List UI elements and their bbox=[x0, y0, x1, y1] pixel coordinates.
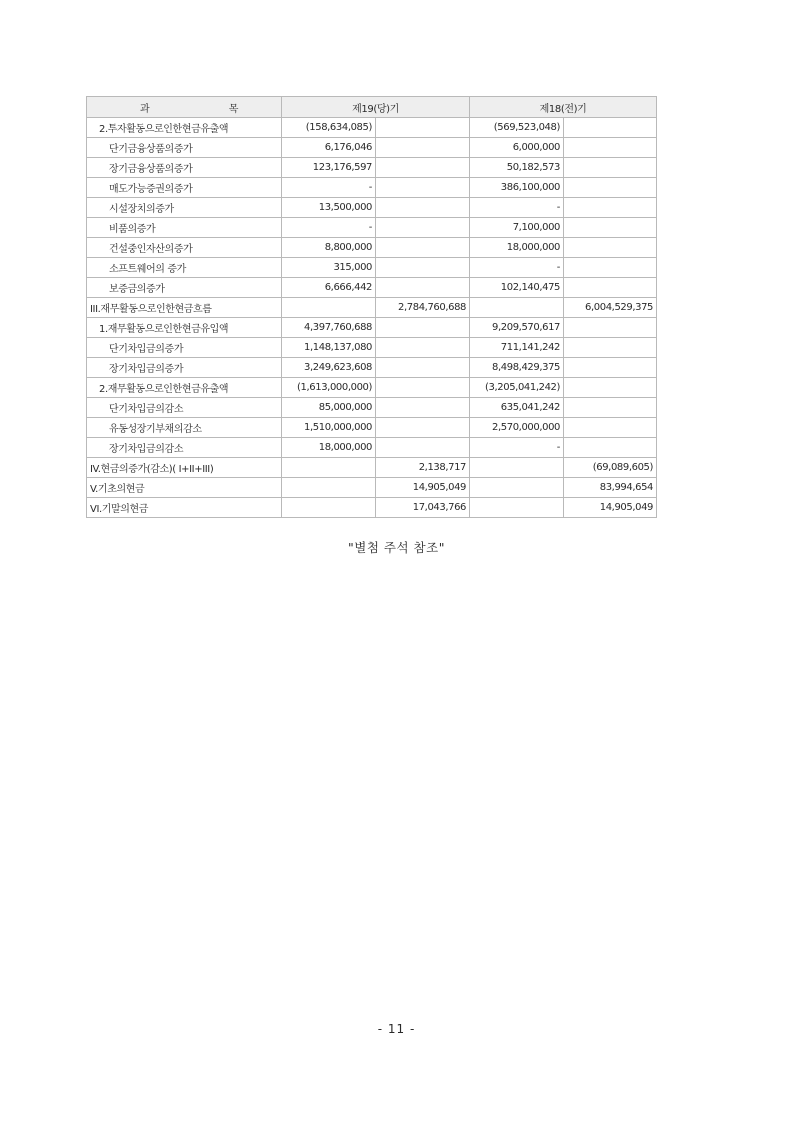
amount-cell-c2 bbox=[376, 338, 470, 358]
row-label: 건설중인자산의증가 bbox=[87, 238, 282, 258]
amount-cell-c2 bbox=[376, 418, 470, 438]
amount-cell-c4: (69,089,605) bbox=[564, 458, 657, 478]
amount-cell-c4: 14,905,049 bbox=[564, 498, 657, 518]
amount-cell-c1: 85,000,000 bbox=[282, 398, 376, 418]
amount-cell-c4 bbox=[564, 278, 657, 298]
table-row bbox=[87, 198, 657, 218]
row-label: 유동성장기부채의감소 bbox=[87, 418, 282, 438]
table-row bbox=[87, 478, 657, 498]
table-row bbox=[87, 398, 657, 418]
row-label: III.재무활동으로인한현금흐름 bbox=[87, 298, 282, 318]
amount-cell-c3: 18,000,000 bbox=[470, 238, 564, 258]
amount-cell-c2: 17,043,766 bbox=[376, 498, 470, 518]
table-row bbox=[87, 458, 657, 478]
row-label: 2.재무활동으로인한현금유출액 bbox=[87, 378, 282, 398]
row-label: 1.재무활동으로인한현금유입액 bbox=[87, 318, 282, 338]
row-label: IV.현금의증가(감소)( I+II+III) bbox=[87, 458, 282, 478]
amount-cell-c4 bbox=[564, 398, 657, 418]
amount-cell-c4: 6,004,529,375 bbox=[564, 298, 657, 318]
amount-cell-c1: 8,800,000 bbox=[282, 238, 376, 258]
amount-cell-c3: 635,041,242 bbox=[470, 398, 564, 418]
amount-cell-c4 bbox=[564, 238, 657, 258]
header-prior-period: 제18(전)기 bbox=[470, 97, 657, 118]
row-label: 비품의증가 bbox=[87, 218, 282, 238]
amount-cell-c2 bbox=[376, 178, 470, 198]
amount-cell-c4 bbox=[564, 178, 657, 198]
amount-cell-c3: 9,209,570,617 bbox=[470, 318, 564, 338]
amount-cell-c1: 18,000,000 bbox=[282, 438, 376, 458]
header-current-period: 제19(당)기 bbox=[282, 97, 470, 118]
amount-cell-c1: 315,000 bbox=[282, 258, 376, 278]
amount-cell-c1: 4,397,760,688 bbox=[282, 318, 376, 338]
amount-cell-c3: 6,000,000 bbox=[470, 138, 564, 158]
amount-cell-c1: - bbox=[282, 218, 376, 238]
amount-cell-c4 bbox=[564, 258, 657, 278]
amount-cell-c4 bbox=[564, 338, 657, 358]
table-row bbox=[87, 118, 657, 138]
table-row bbox=[87, 498, 657, 518]
amount-cell-c3: 2,570,000,000 bbox=[470, 418, 564, 438]
amount-cell-c4 bbox=[564, 158, 657, 178]
header-item-left: 과 bbox=[140, 103, 150, 115]
table-row bbox=[87, 378, 657, 398]
amount-cell-c1: 3,249,623,608 bbox=[282, 358, 376, 378]
amount-cell-c4 bbox=[564, 138, 657, 158]
row-label: 시설장치의증가 bbox=[87, 198, 282, 218]
amount-cell-c3 bbox=[470, 298, 564, 318]
amount-cell-c3 bbox=[470, 458, 564, 478]
page-number: - 11 - bbox=[377, 1022, 416, 1036]
table-row bbox=[87, 218, 657, 238]
table-header-row bbox=[87, 97, 657, 118]
row-label: 장기차입금의감소 bbox=[87, 438, 282, 458]
amount-cell-c4 bbox=[564, 358, 657, 378]
row-label: 장기차입금의증가 bbox=[87, 358, 282, 378]
row-label: 장기금융상품의증가 bbox=[87, 158, 282, 178]
amount-cell-c3: (3,205,041,242) bbox=[470, 378, 564, 398]
row-label: 소프트웨어의 증가 bbox=[87, 258, 282, 278]
amount-cell-c3: 7,100,000 bbox=[470, 218, 564, 238]
amount-cell-c2 bbox=[376, 138, 470, 158]
table-row bbox=[87, 338, 657, 358]
amount-cell-c1 bbox=[282, 498, 376, 518]
amount-cell-c2 bbox=[376, 118, 470, 138]
amount-cell-c2 bbox=[376, 358, 470, 378]
amount-cell-c1: (158,634,085) bbox=[282, 118, 376, 138]
cash-flow-table bbox=[86, 96, 657, 518]
amount-cell-c2 bbox=[376, 278, 470, 298]
table-row bbox=[87, 178, 657, 198]
amount-cell-c1: 6,176,046 bbox=[282, 138, 376, 158]
amount-cell-c3: - bbox=[470, 438, 564, 458]
table-row bbox=[87, 258, 657, 278]
amount-cell-c4: 83,994,654 bbox=[564, 478, 657, 498]
table-row bbox=[87, 158, 657, 178]
amount-cell-c1 bbox=[282, 458, 376, 478]
amount-cell-c3: - bbox=[470, 198, 564, 218]
amount-cell-c4 bbox=[564, 318, 657, 338]
amount-cell-c2 bbox=[376, 438, 470, 458]
amount-cell-c1: 1,148,137,080 bbox=[282, 338, 376, 358]
amount-cell-c2 bbox=[376, 238, 470, 258]
amount-cell-c3: - bbox=[470, 258, 564, 278]
row-label: VI.기말의현금 bbox=[87, 498, 282, 518]
amount-cell-c4 bbox=[564, 378, 657, 398]
table-row bbox=[87, 318, 657, 338]
amount-cell-c3: 8,498,429,375 bbox=[470, 358, 564, 378]
amount-cell-c1 bbox=[282, 478, 376, 498]
header-item-right: 목 bbox=[228, 103, 238, 115]
row-label: 단기금융상품의증가 bbox=[87, 138, 282, 158]
amount-cell-c2: 14,905,049 bbox=[376, 478, 470, 498]
amount-cell-c2 bbox=[376, 318, 470, 338]
amount-cell-c3: 386,100,000 bbox=[470, 178, 564, 198]
amount-cell-c3: 102,140,475 bbox=[470, 278, 564, 298]
amount-cell-c2: 2,784,760,688 bbox=[376, 298, 470, 318]
amount-cell-c4 bbox=[564, 198, 657, 218]
table-row bbox=[87, 418, 657, 438]
table-row bbox=[87, 138, 657, 158]
table-row bbox=[87, 358, 657, 378]
row-label: 매도가능증권의증가 bbox=[87, 178, 282, 198]
amount-cell-c4 bbox=[564, 418, 657, 438]
amount-cell-c1 bbox=[282, 298, 376, 318]
table-row bbox=[87, 438, 657, 458]
table-body bbox=[87, 118, 657, 518]
amount-cell-c3: 711,141,242 bbox=[470, 338, 564, 358]
amount-cell-c2 bbox=[376, 198, 470, 218]
amount-cell-c2 bbox=[376, 158, 470, 178]
amount-cell-c1: - bbox=[282, 178, 376, 198]
amount-cell-c3: (569,523,048) bbox=[470, 118, 564, 138]
footnote-reference: "별첨 주석 참조" bbox=[348, 540, 445, 555]
header-item bbox=[87, 97, 282, 118]
amount-cell-c3 bbox=[470, 498, 564, 518]
amount-cell-c1: 13,500,000 bbox=[282, 198, 376, 218]
amount-cell-c2 bbox=[376, 378, 470, 398]
amount-cell-c2: 2,138,717 bbox=[376, 458, 470, 478]
amount-cell-c4 bbox=[564, 438, 657, 458]
table-row bbox=[87, 238, 657, 258]
amount-cell-c2 bbox=[376, 258, 470, 278]
cash-flow-table-section bbox=[86, 96, 656, 518]
table-row bbox=[87, 298, 657, 318]
amount-cell-c1: 123,176,597 bbox=[282, 158, 376, 178]
row-label: 단기차입금의감소 bbox=[87, 398, 282, 418]
amount-cell-c4 bbox=[564, 118, 657, 138]
amount-cell-c3 bbox=[470, 478, 564, 498]
amount-cell-c2 bbox=[376, 218, 470, 238]
row-label: V.기초의현금 bbox=[87, 478, 282, 498]
amount-cell-c3: 50,182,573 bbox=[470, 158, 564, 178]
amount-cell-c1: (1,613,000,000) bbox=[282, 378, 376, 398]
amount-cell-c1: 6,666,442 bbox=[282, 278, 376, 298]
row-label: 단기차입금의증가 bbox=[87, 338, 282, 358]
amount-cell-c4 bbox=[564, 218, 657, 238]
row-label: 2.투자활동으로인한현금유출액 bbox=[87, 118, 282, 138]
amount-cell-c1: 1,510,000,000 bbox=[282, 418, 376, 438]
row-label: 보증금의증가 bbox=[87, 278, 282, 298]
table-row bbox=[87, 278, 657, 298]
amount-cell-c2 bbox=[376, 398, 470, 418]
